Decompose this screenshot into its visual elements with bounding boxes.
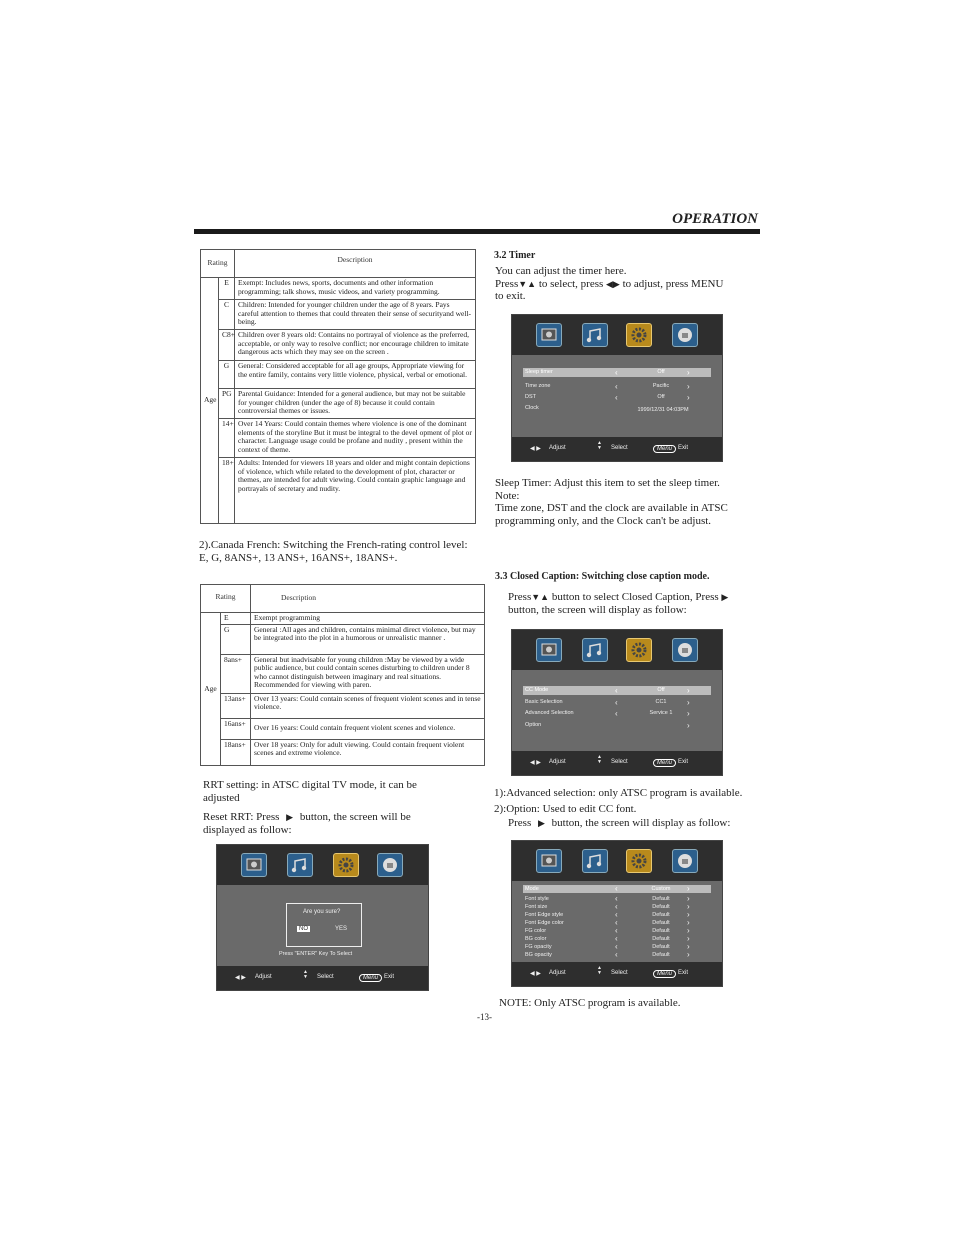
osd-rrt-reset xyxy=(216,844,429,991)
left-arrow-icon[interactable]: ‹ xyxy=(615,926,618,935)
cc-option-note: 2):Option: Used to edit CC font. xyxy=(494,803,637,815)
osd-timer xyxy=(511,314,723,462)
sound-icon xyxy=(287,853,313,877)
adjust-icon: ◀ ▶ xyxy=(530,760,541,766)
timer-section-title: 3.2 Timer xyxy=(494,250,536,261)
osd-row-clock: Clock 1999/12/31 04:03PM xyxy=(525,405,689,413)
lock-icon xyxy=(672,849,698,873)
osd-row-font-size[interactable]: Font size ‹ Default › xyxy=(525,902,690,911)
left-arrow-icon[interactable]: ‹ xyxy=(615,382,618,391)
rating-code: C8+ xyxy=(219,330,235,361)
exit-label: Exit xyxy=(678,759,689,765)
right-arrow-icon[interactable]: › xyxy=(687,910,690,919)
cc-advanced-note: 1):Advanced selection: only ATSC program is available. xyxy=(494,787,743,799)
sound-icon xyxy=(582,323,608,347)
left-arrow-icon[interactable]: ‹ xyxy=(615,934,618,943)
right-arrow-icon[interactable]: › xyxy=(687,950,690,959)
left-arrow-icon[interactable]: ‹ xyxy=(615,884,618,893)
sound-icon xyxy=(582,638,608,662)
down-up-arrow-icon: ▼▲ xyxy=(518,278,537,289)
osd-row-bg-color[interactable]: BG color ‹ Default › xyxy=(525,934,690,943)
picture-icon xyxy=(241,853,267,877)
right-arrow-icon: ▶ xyxy=(286,812,294,822)
select-label: Select xyxy=(611,445,628,451)
right-arrow-icon[interactable]: › xyxy=(687,709,690,718)
left-arrow-icon[interactable]: ‹ xyxy=(615,393,618,402)
setup-icon xyxy=(626,323,652,347)
menu-button[interactable]: Menu xyxy=(653,970,676,978)
left-arrow-icon[interactable]: ‹ xyxy=(615,894,618,903)
age-label: Age xyxy=(201,278,219,524)
rating-code: E xyxy=(219,278,235,300)
rating-description: Over 13 years: Could contain scenes of frequent violent scenes and in tense violence. xyxy=(251,693,485,718)
page-number: -13- xyxy=(477,1012,492,1022)
right-arrow-icon[interactable]: › xyxy=(687,942,690,951)
exit-label: Exit xyxy=(678,445,689,451)
rating-code: 8ans+ xyxy=(221,654,251,693)
rating-description: Children: Intended for younger children under the age of 8 years. Pays careful attention to themes that could threaten their sense of securityand well-being. xyxy=(235,300,476,330)
rating-code: G xyxy=(221,624,251,654)
adjust-label: Adjust xyxy=(549,759,566,765)
select-icon: ▲ ▼ xyxy=(597,965,602,976)
rating-code: C xyxy=(219,300,235,330)
adjust-label: Adjust xyxy=(549,445,566,451)
left-arrow-icon[interactable]: ‹ xyxy=(615,698,618,707)
no-button[interactable]: NO xyxy=(299,926,308,932)
right-arrow-icon[interactable]: › xyxy=(687,884,690,893)
rating-code: 16ans+ xyxy=(221,718,251,739)
right-arrow-icon[interactable]: › xyxy=(687,902,690,911)
left-arrow-icon[interactable]: ‹ xyxy=(615,709,618,718)
age-label: Age xyxy=(201,613,221,766)
rrt-setting-text: RRT setting: in ATSC digital TV mode, it can be adjusted xyxy=(203,779,417,804)
right-arrow-icon[interactable]: › xyxy=(687,918,690,927)
left-arrow-icon[interactable]: ‹ xyxy=(615,918,618,927)
osd-row-advanced-selection[interactable]: Advanced Selection ‹ Service 1 › xyxy=(525,709,690,718)
left-arrow-icon[interactable]: ‹ xyxy=(615,902,618,911)
select-icon: ▲ ▼ xyxy=(597,440,602,451)
adjust-label: Adjust xyxy=(549,970,566,976)
select-label: Select xyxy=(317,974,334,980)
osd-row-sleep-timer[interactable]: Sleep timer ‹ Off › xyxy=(523,368,711,377)
right-arrow-icon[interactable]: › xyxy=(687,934,690,943)
select-icon: ▲ ▼ xyxy=(303,969,308,980)
rating-description: General :All ages and children, contains minimal direct violence, but may be integrated into the plot in a humorous or unrealistic manner . xyxy=(251,624,485,654)
us-rating-table xyxy=(200,249,476,524)
left-arrow-icon[interactable]: ‹ xyxy=(615,950,618,959)
adjust-icon: ◀ ▶ xyxy=(530,446,541,452)
exit-label: Exit xyxy=(678,970,689,976)
rating-description: Adults: Intended for viewers 18 years and older and might contain depictions of violence, which while related to the development of plot, character or themes, are intended for adult viewing. Could contain graphic language and portrayals of secretary and nudity. xyxy=(235,458,476,524)
yes-button[interactable]: YES xyxy=(335,926,348,932)
confirm-question: Are you sure? xyxy=(303,909,341,915)
left-right-arrow-icon: ◀▶ xyxy=(606,278,620,289)
rating-description: Children over 8 years old: Contains no portrayal of violence as the preferred, acceptable, or only way to resolve conflict; nor encourage children to imitate dangerous acts which they may see on the screen . xyxy=(235,330,476,361)
cc-section-title: 3.3 Closed Caption: Switching close caption mode. xyxy=(495,571,710,582)
select-label: Select xyxy=(611,970,628,976)
picture-icon xyxy=(536,323,562,347)
osd-row-bg-opacity[interactable]: BG opacity ‹ Default › xyxy=(525,950,690,959)
picture-icon xyxy=(536,638,562,662)
cc-option-press: Press ▶ button, the screen will display as follow: xyxy=(508,817,731,829)
right-arrow-icon[interactable]: › xyxy=(687,686,690,695)
rating-header: Rating xyxy=(201,585,251,613)
osd-row-font-edge-style[interactable]: Font Edge style ‹ Default › xyxy=(525,910,690,919)
rating-code: 13ans+ xyxy=(221,693,251,718)
rating-code: 18+ xyxy=(219,458,235,524)
right-arrow-icon[interactable]: › xyxy=(687,926,690,935)
left-arrow-icon[interactable]: ‹ xyxy=(615,942,618,951)
osd-row-font-style[interactable]: Font style ‹ Default › xyxy=(525,894,690,903)
menu-button[interactable]: Menu xyxy=(653,759,676,767)
rating-code: 14+ xyxy=(219,419,235,458)
rating-code: G xyxy=(219,361,235,389)
rating-description: Parental Guidance: Intended for a general audience, but may not be suitable for younger children (under the age of 8) because it could contain controversial themes or issues. xyxy=(235,389,476,419)
rating-code: PG xyxy=(219,389,235,419)
timer-intro: You can adjust the timer here. Press▼▲ to select, press ◀▶ to adjust, press MENU to exit. xyxy=(495,265,724,302)
right-arrow-icon[interactable]: › xyxy=(687,698,690,707)
osd-row-cc-mode[interactable]: CC Mode ‹ Off › xyxy=(523,686,711,695)
lock-icon xyxy=(377,853,403,877)
left-arrow-icon[interactable]: ‹ xyxy=(615,910,618,919)
page-header-title: OPERATION xyxy=(672,211,758,227)
rating-description: Exempt programming xyxy=(251,613,485,625)
osd-row-mode[interactable]: Mode ‹ Custom › xyxy=(523,885,711,893)
right-arrow-icon[interactable]: › xyxy=(687,393,690,402)
menu-button[interactable]: Menu xyxy=(653,445,676,453)
rating-description: General but inadvisable for young children :May be viewed by a wide public audience, but could contain scenes disturbing to children under 8 who cannot distinguish between imaginary and real situations. Recommended for viewing with paren. xyxy=(251,654,485,693)
timer-description: Sleep Timer: Adjust this item to set the sleep timer. Note: Time zone, DST and the clock are available in ATSC programming only, and the Clock can't be adjust. xyxy=(495,477,728,527)
lock-icon xyxy=(672,638,698,662)
left-arrow-icon[interactable]: ‹ xyxy=(615,686,618,695)
rating-description: Over 14 Years: Could contain themes where violence is one of the dominant elements of the storyline But it must be integral to the devel opment of plot or character. Language usage could be profane and nudity , present within the context of theme. xyxy=(235,419,476,458)
rating-description: General: Considered acceptable for all age groups, Appropriate viewing for the entire family, contains very little violence, physical, verbal or emotional. xyxy=(235,361,476,389)
menu-button[interactable]: Menu xyxy=(359,974,382,982)
setup-icon xyxy=(626,638,652,662)
rating-description: Over 16 years: Could contain frequent violent scenes and violence. xyxy=(251,718,485,739)
right-arrow-icon[interactable]: › xyxy=(687,368,690,377)
rating-description: Over 18 years: Only for adult viewing. Could contain frequent violent scenes and extreme violence. xyxy=(251,739,485,765)
osd-row-dst[interactable]: DST ‹ Off › xyxy=(525,393,690,402)
rating-code: 18ans+ xyxy=(221,739,251,765)
rrt-reset-text: Reset RRT: Press ▶ button, the screen will be displayed as follow: xyxy=(203,811,411,836)
setup-icon xyxy=(626,849,652,873)
canada-french-rating-table xyxy=(200,584,485,766)
down-up-arrow-icon: ▼▲ xyxy=(531,592,550,602)
adjust-label: Adjust xyxy=(255,974,272,980)
osd-row-font-edge-color[interactable]: Font Edge color ‹ Default › xyxy=(525,918,690,927)
confirm-dialog xyxy=(286,903,362,947)
header-rule xyxy=(194,229,760,234)
osd-row-time-zone[interactable]: Time zone ‹ Pacific › xyxy=(525,382,690,391)
select-icon: ▲ ▼ xyxy=(597,754,602,765)
right-arrow-icon[interactable]: › xyxy=(687,721,690,730)
enter-hint: Press "ENTER" Key To Select xyxy=(279,951,353,957)
right-arrow-icon: ▶ xyxy=(537,818,545,828)
setup-icon xyxy=(333,853,359,877)
cc-intro: Press▼▲ button to select Closed Caption, Press ▶ button, the screen will display as follow: xyxy=(508,591,729,616)
rating-description: Exempt: Includes news, sports, documents and other information programming; talk shows, music videos, and variety programming. xyxy=(235,278,476,300)
exit-label: Exit xyxy=(384,974,395,980)
right-arrow-icon[interactable]: › xyxy=(687,382,690,391)
adjust-icon: ◀ ▶ xyxy=(530,971,541,977)
sound-icon xyxy=(582,849,608,873)
adjust-icon: ◀ ▶ xyxy=(235,975,246,981)
right-arrow-icon: ▶ xyxy=(721,592,729,602)
osd-row-fg-color[interactable]: FG color ‹ Default › xyxy=(525,926,690,935)
rating-code: E xyxy=(221,613,251,625)
left-arrow-icon[interactable]: ‹ xyxy=(615,368,618,377)
osd-row-basic-selection[interactable]: Basic Selection ‹ CC1 › xyxy=(525,698,690,707)
picture-icon xyxy=(536,849,562,873)
cc-note: NOTE: Only ATSC program is available. xyxy=(499,997,681,1009)
osd-row-fg-opacity[interactable]: FG opacity ‹ Default › xyxy=(525,942,690,951)
select-label: Select xyxy=(611,759,628,765)
description-header: Description xyxy=(235,250,476,278)
description-header: Description xyxy=(251,585,485,613)
rating-header: Rating xyxy=(201,250,235,278)
right-arrow-icon[interactable]: › xyxy=(687,894,690,903)
lock-icon xyxy=(672,323,698,347)
osd-cc-option xyxy=(511,840,723,987)
osd-row-option[interactable]: Option › xyxy=(525,721,690,730)
osd-closed-caption xyxy=(511,629,723,776)
canada-french-text: 2).Canada French: Switching the French-rating control level: E, G, 8ANS+, 13 ANS+, 16ANS+, 18ANS+. xyxy=(199,539,468,564)
